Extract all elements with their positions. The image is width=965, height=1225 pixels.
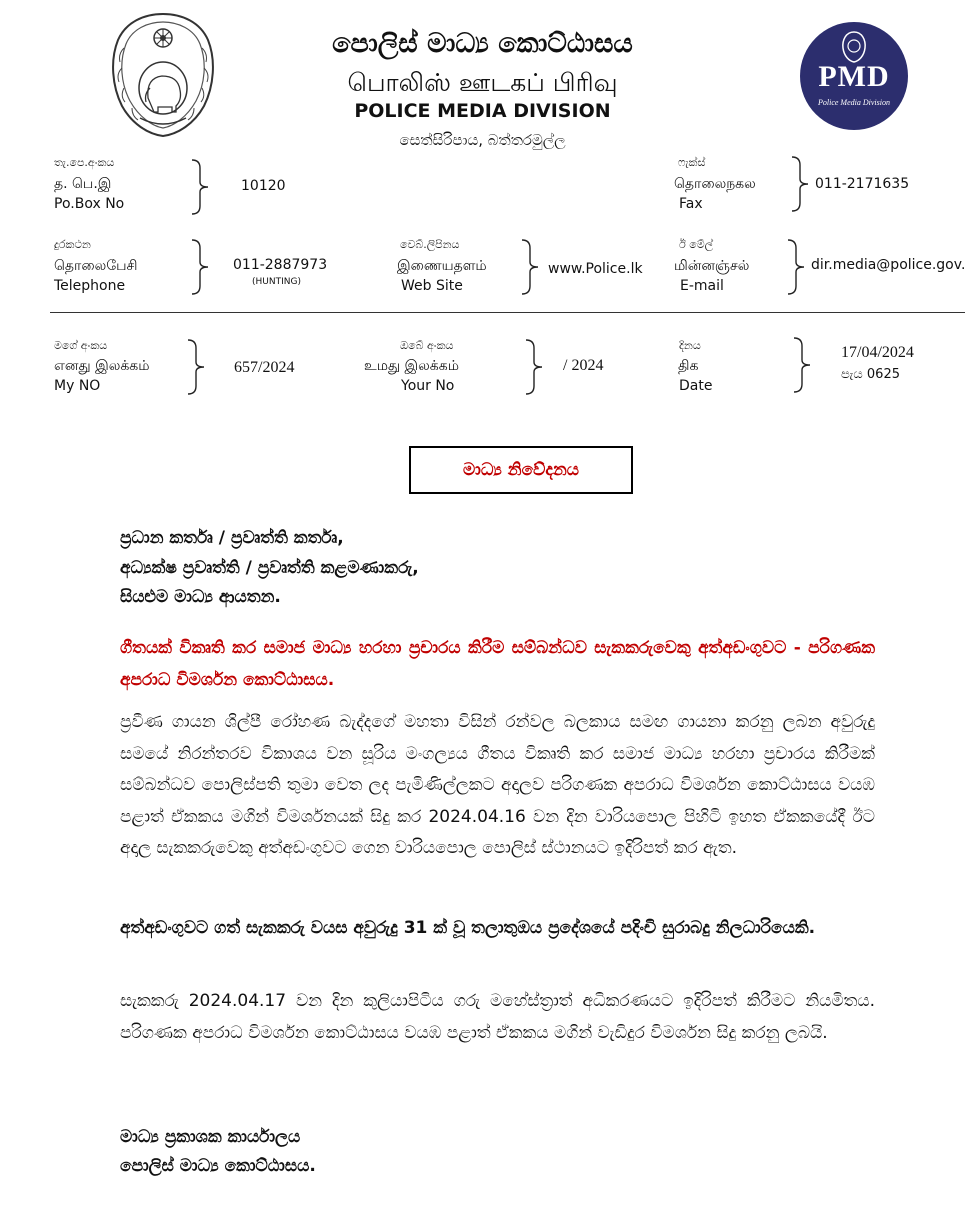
your-no-label-ta: உமது இலக்கம் xyxy=(364,358,459,374)
telephone-note: (HUNTING) xyxy=(252,277,301,287)
telephone-value: 011-2887973 xyxy=(233,257,328,273)
fax-value: 011-2171635 xyxy=(815,176,910,192)
pobox-label-si: තැ.පෙ.අංකය xyxy=(54,156,115,169)
website-brace xyxy=(520,238,542,296)
website-label-en: Web Site xyxy=(401,278,463,294)
website-label-si: වෙබ්.ලිපිනය xyxy=(400,238,460,251)
body-paragraph-1: ප්‍රවීණ ගායන ශිල්පී රෝහණ බැද්දගේ මහතා විසින් රන්වල බලකාය සමඟ ගායනා කරනු ලබන අවුරුදු සමයේ නිරන්තරව විකාශය වන සූරිය මංගල්‍යය ගීතය විකෘති කර සමාජ මාධ්‍ය හරහා ප්‍රචාරය කිරීමක් සම්බන්ධව පොලිස්පති තුමා වෙත ලද පැමිණිල්ලකට අදාලව පරිගණක අපරාධ විමර්ශන කොට්ඨාසය වයඹ පළාත් ඒකකය මගින් විමර්ශනයක් සිදු කර 2024.04.16 වන දින වාරියපොල පිහිටි ඉහත ඒකකයේදී ඊට අදාල සැකකරුවෙකු අත්අඩංගුවට ගෙන වාරියපොල පොලිස් ස්ථානයට ඉදිරිපත් කර ඇත. xyxy=(120,712,875,858)
my-no-label-ta: எனது இலக்கம் xyxy=(54,358,150,374)
email-label-ta: மின்னஞ்சல் xyxy=(674,258,750,274)
pobox-label-en: Po.Box No xyxy=(54,196,125,212)
your-no-brace xyxy=(524,338,546,396)
signature-office: මාධ්‍ය ප්‍රකාශක කාර්යාලය xyxy=(120,1127,301,1147)
addressee-2: අධ්‍යක්ෂ ප්‍රවෘත්ති / ප්‍රවෘත්ති කළමණාකරු, xyxy=(120,558,419,578)
date-value: 17/04/2024 xyxy=(841,344,914,361)
email-value[interactable]: dir.media@police.gov. xyxy=(811,257,965,273)
addressee-3: සියළුම මාධ්‍ය ආයතන. xyxy=(120,587,281,607)
pmd-logo-subtext: Police Media Division xyxy=(818,98,890,107)
telephone-label-en: Telephone xyxy=(54,278,126,294)
header-divider xyxy=(50,312,965,313)
fax-brace xyxy=(790,155,812,213)
email-brace xyxy=(786,238,808,296)
date-label-si: දිනය xyxy=(679,339,701,352)
notice-title: මාධ්‍ය නිවේදනය xyxy=(409,446,633,494)
telephone-label-si: දුරකථන xyxy=(54,238,91,251)
header-english-title: POLICE MEDIA DIVISION xyxy=(354,100,611,122)
date-label-en: Date xyxy=(679,378,713,394)
pmd-logo xyxy=(800,22,908,130)
telephone-label-ta: தொலைபேசி xyxy=(54,258,138,274)
header-tamil-title: பொலிஸ் ஊடகப் பிரிவு xyxy=(347,68,618,97)
body-paragraph-3: සැකකරු 2024.04.17 වන දින කුලියාපිටිය ගරු මහේස්ත්‍රාත් අධිකරණයට ඉදිරිපත් කිරීමට නියමිතය. පරිගණක අපරාධ විමර්ශන කොට්ඨාසය වයඹ පළාත් ඒකකය මගින් වැඩිදුර විමර්ශන සිදු කරනු ලබයි. xyxy=(120,991,875,1043)
addressee-1: ප්‍රධාන කර්තෘ / ප්‍රවෘත්ති කර්තෘ, xyxy=(120,528,344,548)
pmd-emblem-icon xyxy=(840,30,868,64)
your-no-label-en: Your No xyxy=(401,378,455,394)
header-sinhala-title: පොලිස් මාධ්‍ය කොට්ඨාසය xyxy=(332,28,633,59)
pobox-label-ta: த. பெ.இ xyxy=(54,176,112,192)
fax-label-en: Fax xyxy=(679,196,703,212)
your-no-label-si: ඔබේ අංකය xyxy=(400,339,454,352)
your-no-value: / 2024 xyxy=(563,357,604,374)
date-brace xyxy=(792,336,814,394)
subject-line: ගීතයක් විකෘති කර සමාජ මාධ්‍ය හරහා ප්‍රචාරය කිරීම සම්බන්ධව සැකකරුවෙකු අත්අඩංගුවට - පරිගණක අපරාධ විමර්ශන කොට්ඨාසය. xyxy=(120,638,875,690)
my-no-label-si: මගේ අංකය xyxy=(54,339,108,352)
date-label-ta: திக xyxy=(678,358,699,374)
body-paragraph-2: අත්අඩංගුවට ගත් සැකකරු වයස අවුරුදු 31 ක් වූ තලාතුඔය ප්‍රදේශයේ පදිංචි සුරාබදු නිලධාරියෙකි. xyxy=(120,918,816,938)
website-value[interactable]: www.Police.lk xyxy=(548,261,643,277)
pmd-logo-text: PMD xyxy=(818,60,890,93)
email-label-si: ඊ මේල් xyxy=(679,238,714,251)
date-time: පැය 0625 xyxy=(841,367,900,382)
pobox-value: 10120 xyxy=(241,178,286,194)
fax-label-ta: தொலைநகல xyxy=(674,176,756,192)
my-no-value: 657/2024 xyxy=(234,359,295,376)
signature-division: පොලිස් මාධ්‍ය කොට්ඨාසය. xyxy=(120,1156,316,1176)
email-label-en: E-mail xyxy=(680,278,724,294)
my-no-brace xyxy=(186,338,208,396)
my-no-label-en: My NO xyxy=(54,378,101,394)
telephone-brace xyxy=(190,238,212,296)
pobox-brace xyxy=(190,158,212,216)
header-address: සෙත්සිරිපාය, බත්තරමුල්ල xyxy=(399,131,566,149)
fax-label-si: ෆැක්ස් xyxy=(678,156,706,169)
website-label-ta: இணையதளம் xyxy=(397,258,487,274)
